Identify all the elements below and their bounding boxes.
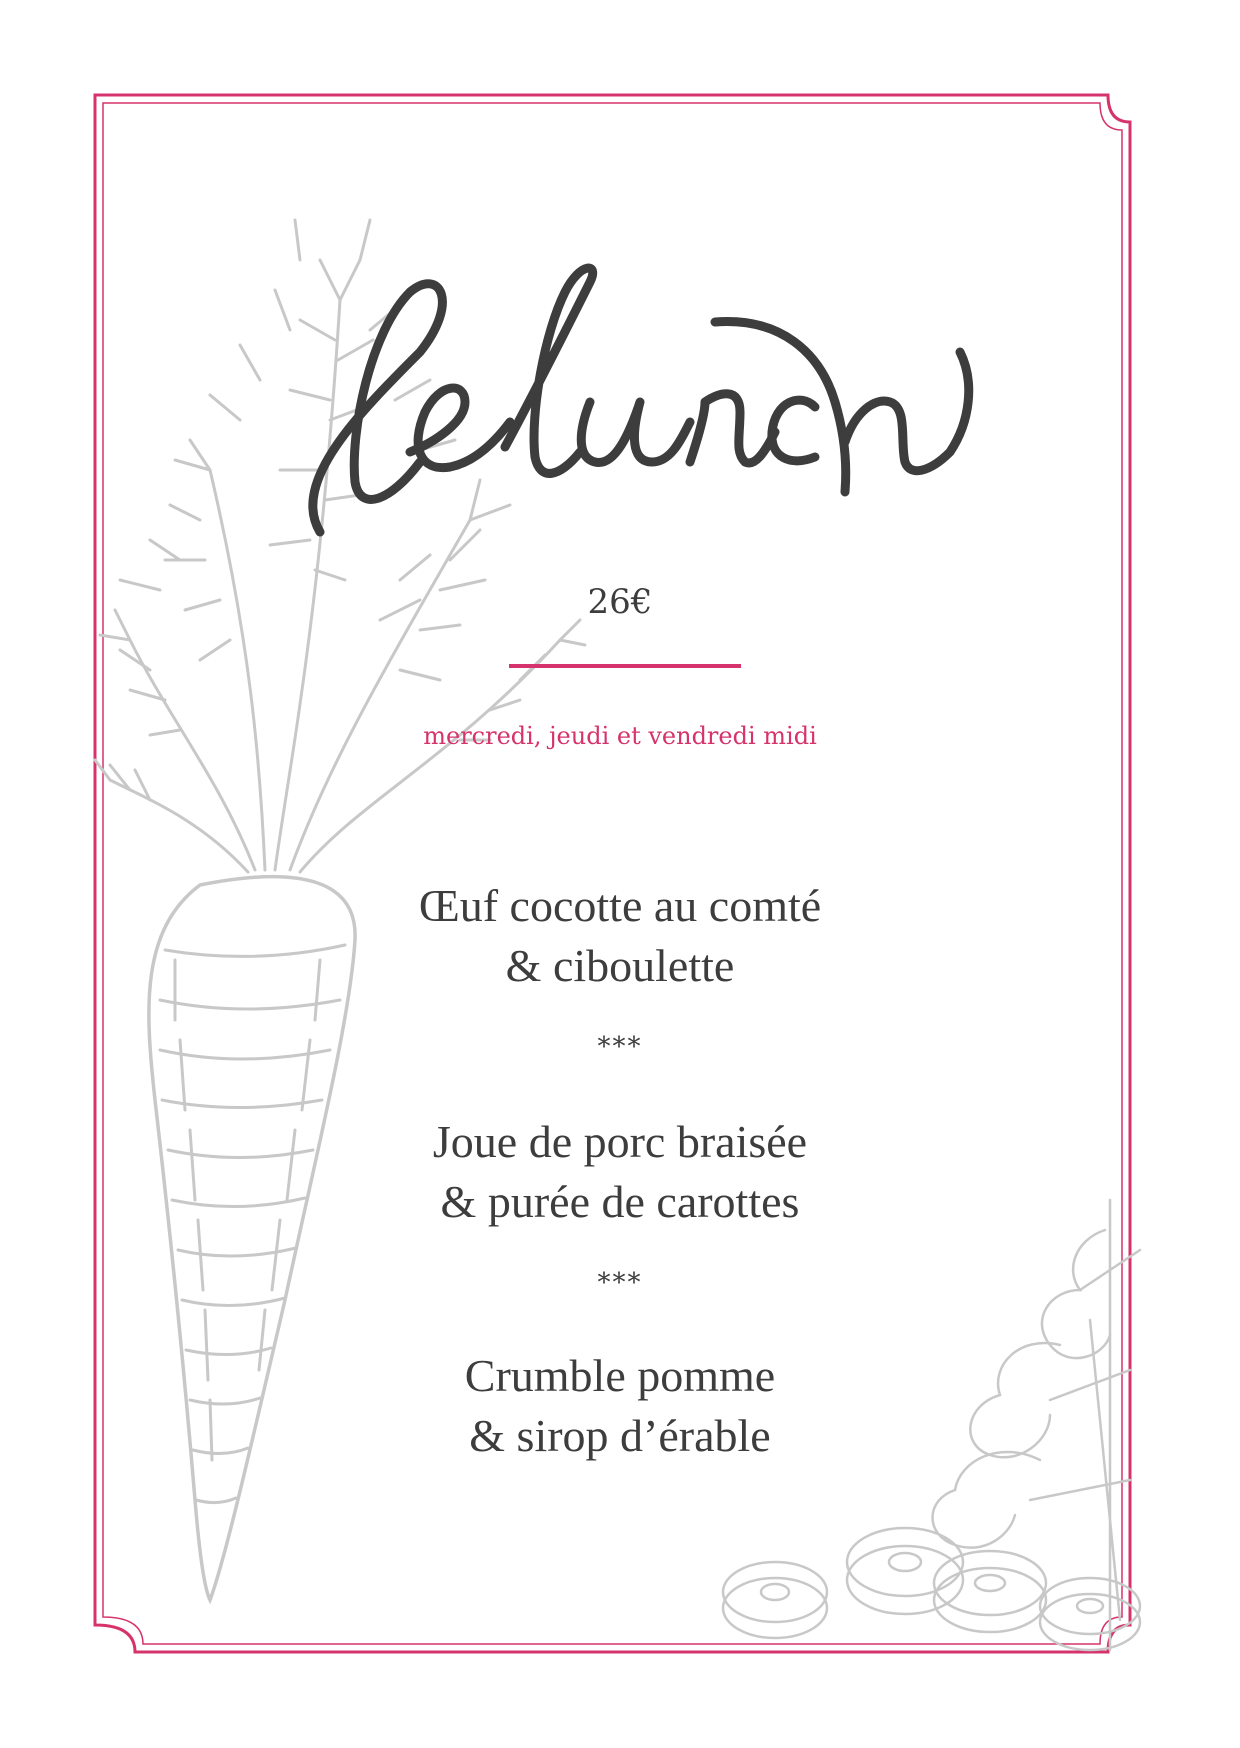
price-value: 26€: [587, 582, 653, 622]
carrot-slices-illustration: [723, 1528, 1140, 1650]
course-starter-line1: Œuf cocotte au comté: [418, 880, 822, 931]
price-divider: [509, 664, 741, 668]
course-separator-2: ***: [597, 1268, 643, 1298]
course-main: [0, 1112, 1240, 1232]
course-main-line1: Joue de porc braisée: [432, 1116, 808, 1167]
menu-title: [260, 262, 980, 552]
service-days: mercredi, jeudi et vendredi midi: [423, 722, 817, 750]
course-dessert-line2: & sirop d’érable: [469, 1410, 771, 1461]
menu-price: [0, 582, 1240, 622]
course-starter: [0, 876, 1240, 996]
course-separator-1: ***: [597, 1032, 643, 1062]
course-dessert: [0, 1346, 1240, 1466]
course-starter-line2: & ciboulette: [505, 940, 735, 991]
course-main-line2: & purée de carottes: [440, 1176, 800, 1227]
course-dessert-line1: Crumble pomme: [464, 1350, 776, 1401]
menu-title-lettering: [260, 262, 980, 552]
